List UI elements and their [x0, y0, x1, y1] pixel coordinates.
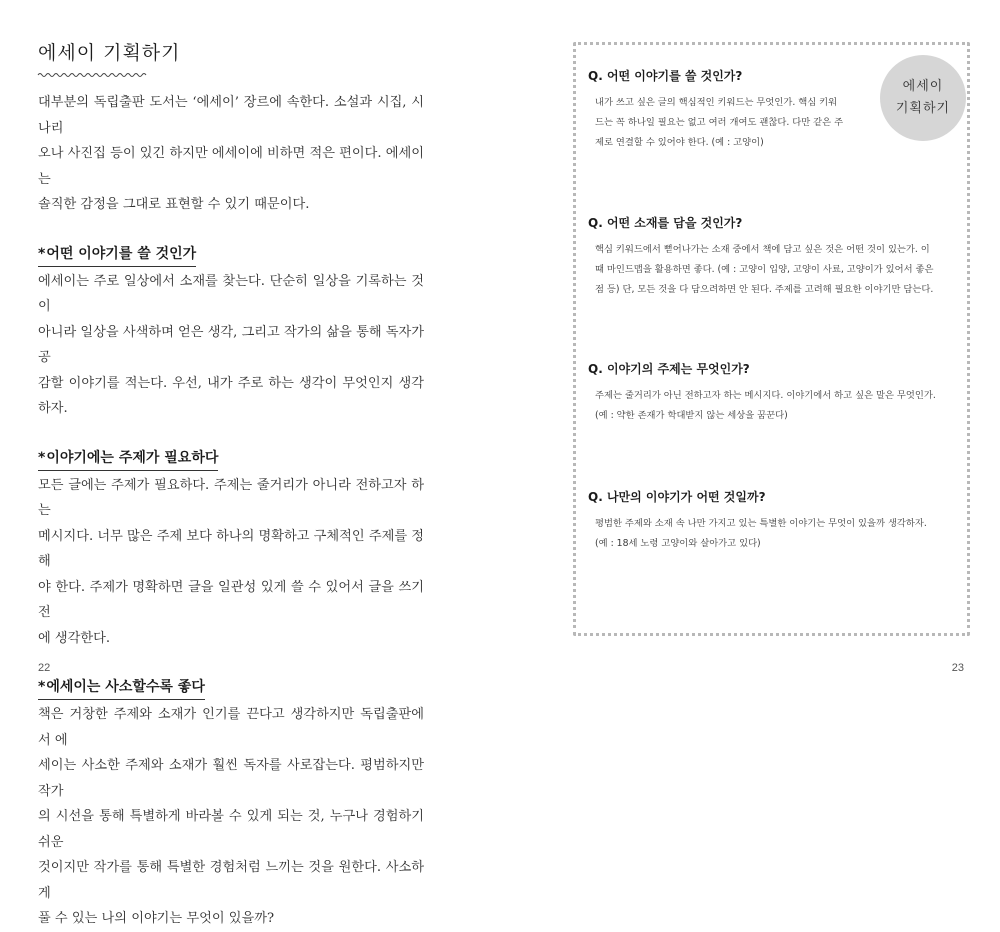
text-line: 책은 거창한 주제와 소재가 인기를 끈다고 생각하지만 독립출판에서 에	[38, 707, 424, 748]
text-line: 의 시선을 통해 특별하게 바라볼 수 있게 되는 것, 누구나 경험하기 쉬운	[38, 809, 424, 850]
page-number-right: 23	[951, 662, 964, 674]
section-heading	[38, 242, 196, 267]
question-block	[588, 67, 953, 153]
question-block	[588, 214, 953, 300]
question-answer	[588, 514, 943, 554]
question-title: Q. 나만의 이야기가 어떤 것일까?	[588, 490, 766, 504]
section-heading-text: 어떤 이야기를 쓸 것인가	[46, 245, 197, 262]
wavy-underline-decoration	[38, 72, 146, 78]
question-block	[588, 360, 953, 426]
answer-line: 주제는 줄거리가 아닌 전하고자 하는 메시지다. 이야기에서 하고 싶은 말은 무엇인가.	[595, 390, 936, 401]
answer-line: 핵심 키워드에서 뻗어나가는 소재 중에서 책에 담고 싶은 것은 어떤 것이 있는가. 이	[595, 244, 930, 255]
text-line: 모든 글에는 주제가 필요하다. 주제는 줄거리가 아니라 전하고자 하는	[38, 477, 424, 518]
answer-line: (예 : 약한 존재가 학대받지 않는 세상을 꿈꾼다)	[595, 410, 788, 421]
section-heading	[38, 675, 205, 700]
text-line: 감할 이야기를 적는다. 우선, 내가 주로 하는 생각이 무엇인지 생각하자.	[38, 375, 424, 416]
intro-paragraph	[38, 90, 424, 218]
text-line: 에세이는 주로 일상에서 소재를 찾는다. 단순히 일상을 기록하는 것이	[38, 273, 424, 314]
question-block	[588, 488, 953, 554]
asterisk-marker: *	[38, 245, 46, 262]
answer-line: 내가 쓰고 싶은 글의 핵심적인 키워드는 무엇인가. 핵심 키워	[595, 97, 838, 108]
text-line: 풀 수 있는 나의 이야기는 무엇이 있을까?	[38, 911, 275, 926]
text-line: 오나 사진집 등이 있긴 하지만 에세이에 비하면 적은 편이다. 에세이는	[38, 146, 424, 187]
title-block	[38, 38, 181, 78]
text-line: 야 한다. 주제가 명확하면 글을 일관성 있게 쓸 수 있어서 글을 쓰기 전	[38, 579, 424, 620]
section-trivial-better	[38, 675, 424, 932]
answer-line: 드는 꼭 하나일 필요는 없고 여러 개여도 괜찮다. 다만 같은 주	[595, 117, 844, 128]
text-line: 솔직한 감정을 그대로 표현할 수 있기 때문이다.	[38, 197, 310, 212]
answer-line: 평범한 주제와 소재 속 나만 가지고 있는 특별한 이야기는 무엇이 있을까 생각하자.	[595, 518, 927, 529]
answer-line: (예 : 18세 노령 고양이와 살아가고 있다)	[595, 538, 761, 549]
section-heading-text: 이야기에는 주제가 필요하다	[46, 449, 219, 466]
text-line: 세이는 사소한 주제와 소재가 훨씬 독자를 사로잡는다. 평범하지만 작가	[38, 758, 424, 799]
question-answer	[588, 240, 943, 300]
text-line: 아니라 일상을 사색하며 얻은 생각, 그리고 작가의 삶을 통해 독자가 공	[38, 324, 424, 365]
left-page	[0, 0, 500, 926]
question-title: Q. 이야기의 주제는 무엇인가?	[588, 362, 750, 376]
text-line: 것이지만 작가를 통해 특별한 경험처럼 느끼는 것을 원한다. 사소하게	[38, 860, 424, 901]
page-title: 에세이 기획하기	[38, 42, 181, 64]
left-body-text	[38, 90, 424, 932]
question-answer	[588, 93, 853, 153]
right-page	[500, 0, 1000, 710]
badge-line: 에세이	[902, 79, 944, 94]
answer-line: 제로 연결할 수 있어야 한다. (예 : 고양이)	[595, 137, 764, 148]
question-answer	[588, 386, 943, 426]
answer-line: 점 등) 단, 모든 것을 다 담으려하면 안 된다. 주제를 고려해 필요한 이야기만 담는다.	[595, 284, 934, 295]
answer-line: 때 마인드맵을 활용하면 좋다. (예 : 고양이 입양, 고양이 사료, 고양이가 있어서 좋은	[595, 264, 934, 275]
text-line: 대부분의 독립출판 도서는 ‘에세이’ 장르에 속한다. 소설과 시집, 시나리	[38, 95, 424, 136]
page-number-left: 22	[38, 662, 51, 674]
section-heading	[38, 446, 218, 471]
section-heading-text: 에세이는 사소할수록 좋다	[46, 679, 205, 695]
question-title: Q. 어떤 소재를 담을 것인가?	[588, 216, 743, 230]
question-title: Q. 어떤 이야기를 쓸 것인가?	[588, 69, 743, 83]
section-what-story	[38, 242, 424, 422]
section-theme-needed	[38, 446, 424, 652]
text-line: 에 생각한다.	[38, 630, 111, 646]
asterisk-marker: *	[38, 449, 46, 466]
badge-line: 기획하기	[895, 101, 951, 116]
asterisk-marker: *	[38, 679, 46, 695]
text-line: 메시지다. 너무 많은 주제 보다 하나의 명확하고 구체적인 주제를 정해	[38, 528, 424, 569]
